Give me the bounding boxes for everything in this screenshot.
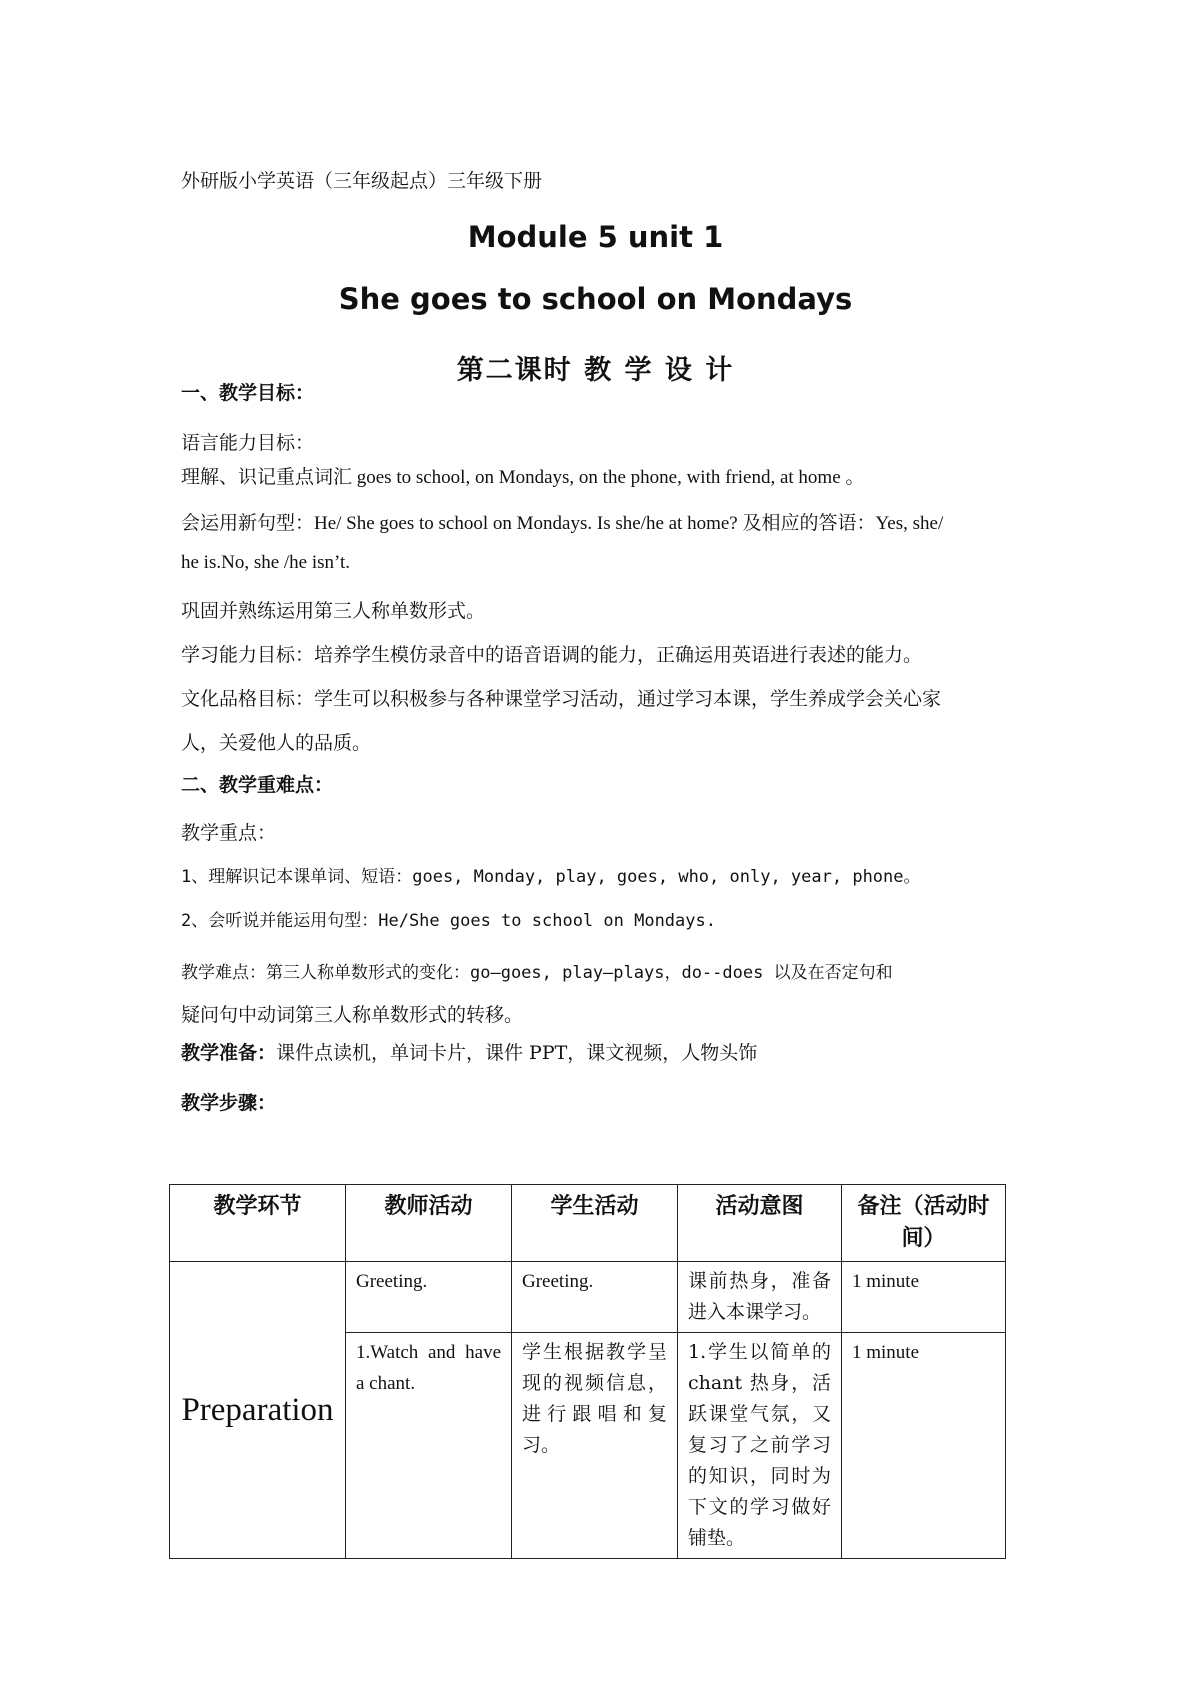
steps-heading: 教学步骤：	[181, 1092, 277, 1114]
section-heading-objectives: 一、教学目标：	[181, 382, 315, 404]
objective-line: 人，关爱他人的品质。	[181, 732, 372, 754]
activity-time: 1 minute	[842, 1333, 1006, 1559]
language-goal-label: 语言能力目标：	[181, 432, 315, 454]
section-heading-keypoints: 二、教学重难点：	[181, 774, 334, 796]
preparation-text: 课件点读机，单词卡片，课件 PPT，课文视频，人物头饰	[276, 1042, 758, 1064]
column-header: 学生活动	[512, 1185, 678, 1262]
column-header: 教师活动	[346, 1185, 512, 1262]
column-header: 教学环节	[170, 1185, 346, 1262]
objective-line: 会运用新句型：He/ She goes to school on Mondays. Is she/he at home? 及相应的答语：Yes, she/	[181, 513, 944, 534]
lesson-title: She goes to school on Mondays	[338, 282, 853, 316]
preparation-line	[181, 1038, 757, 1065]
preparation-label: 教学准备：	[181, 1042, 277, 1064]
key-points-label: 教学重点：	[181, 822, 277, 844]
column-header: 活动意图	[678, 1185, 842, 1262]
objective-line: 巩固并熟练运用第三人称单数形式。	[181, 600, 486, 622]
key-point-2: 2、会听说并能运用句型：He/She goes to school on Mondays.	[181, 911, 716, 931]
difficulty-line-1: 教学难点：第三人称单数形式的变化：go—goes, play—plays，do--does 以及在否定句和	[181, 963, 893, 983]
objective-line: 学习能力目标：培养学生模仿录音中的语音语调的能力，正确运用英语进行表述的能力。	[181, 644, 923, 666]
stage-cell: Preparation	[170, 1262, 346, 1559]
activity-purpose: 课前热身，准备进入本课学习。	[678, 1262, 842, 1333]
activity-time: 1 minute	[842, 1262, 1006, 1333]
difficulty-line-2: 疑问句中动词第三人称单数形式的转移。	[181, 1004, 524, 1026]
activity-purpose: 1.学生以简单的 chant 热身，活跃课堂气氛，又复习了之前学习的知识，同时为下文的学习做好铺垫。	[678, 1333, 842, 1559]
key-point-1: 1、理解识记本课单词、短语：goes, Monday, play, goes, who, only, year, phone。	[181, 867, 921, 887]
teacher-activity: Greeting.	[346, 1262, 512, 1333]
table-row	[170, 1262, 1006, 1333]
design-title: 第二课时 教 学 设 计	[456, 355, 735, 386]
teaching-steps-table	[169, 1184, 1006, 1559]
column-header: 备注（活动时间）	[842, 1185, 1006, 1262]
objective-line: he is.No, she /he isn’t.	[181, 552, 351, 573]
student-activity: 学生根据教学呈现的视频信息，进行跟唱和复习。	[512, 1333, 678, 1559]
objective-line: 理解、识记重点词汇 goes to school, on Mondays, on the phone, with friend, at home 。	[181, 467, 865, 488]
teacher-activity: 1.Watch and have a chant.	[346, 1333, 512, 1559]
objective-line: 文化品格目标：学生可以积极参与各种课堂学习活动，通过学习本课，学生养成学会关心家	[181, 688, 942, 710]
student-activity: Greeting.	[512, 1262, 678, 1333]
document-header: 外研版小学英语（三年级起点）三年级下册	[181, 170, 543, 192]
table-header-row	[170, 1185, 1006, 1262]
module-title: Module 5 unit 1	[467, 220, 724, 254]
